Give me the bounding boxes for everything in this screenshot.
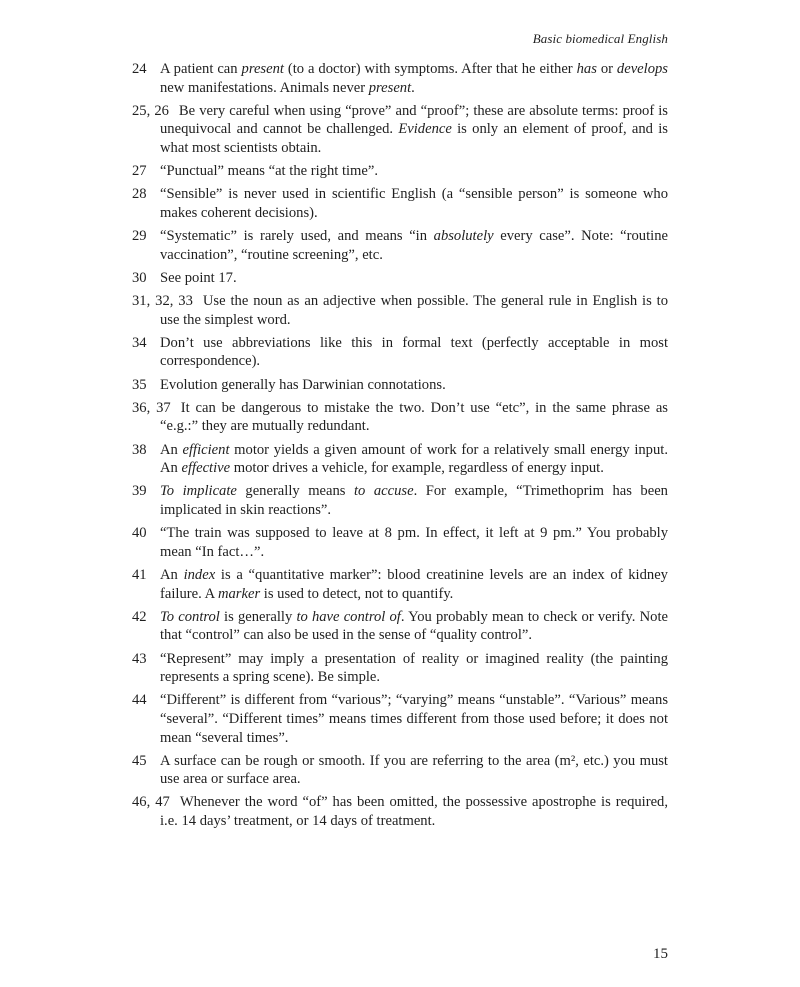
note-entry <box>132 650 668 687</box>
text-run: Use the noun as an adjective when possible. The general rule in English is to use the simplest word. <box>160 293 668 328</box>
note-number: 34 <box>132 334 147 351</box>
text-run: . For example, “Trimethoprim has been implicated in skin reactions”. <box>160 483 668 518</box>
text-run: It can be dangerous to mistake the two. Don’t use “etc”, in the same phrase as “e.g.:” they are mutually redundant. <box>160 399 668 435</box>
italic-term: To control <box>160 608 220 625</box>
note-text <box>160 163 378 179</box>
italic-term: index <box>183 566 216 583</box>
italic-term: present <box>241 61 284 77</box>
note-text <box>160 377 446 393</box>
note-entry <box>132 608 668 645</box>
note-text <box>160 692 668 745</box>
text-run: or <box>596 61 617 77</box>
text-run: motor yields a given amount of work for a relatively small energy input. An <box>160 441 668 477</box>
note-number: 39 <box>132 483 147 500</box>
note-entry <box>132 793 668 830</box>
text-run: is used to detect, not to quantify. <box>260 585 454 602</box>
text-run: (to a doctor) with symptoms. After that he either <box>283 61 577 77</box>
text-run: Evolution generally has Darwinian connotations. <box>160 376 446 393</box>
note-entry <box>132 524 668 561</box>
note-text <box>160 186 668 221</box>
text-run: generally means <box>236 483 354 500</box>
note-text <box>160 794 668 829</box>
text-run: new manifestations. Animals never <box>160 79 369 96</box>
text-run: See point 17. <box>160 269 237 286</box>
note-entry <box>132 482 668 519</box>
note-number: 30 <box>132 269 147 286</box>
text-run: every case”. Note: “routine vaccination”, “routine screening”, etc. <box>160 228 668 263</box>
text-run: An <box>160 566 184 583</box>
note-entry <box>132 376 668 395</box>
note-number: 24 <box>132 61 147 77</box>
note-text <box>160 400 668 435</box>
italic-term: has <box>576 61 597 77</box>
text-run: is a “quantitative marker”: blood creatinine levels are an index of kidney failure. A <box>160 566 668 602</box>
text-run: An <box>160 441 183 458</box>
italic-term: absolutely <box>433 228 494 245</box>
note-number: 43 <box>132 650 147 667</box>
note-number: 27 <box>132 163 147 180</box>
italic-term: to accuse <box>354 483 414 500</box>
italic-term: efficient <box>182 441 230 458</box>
note-entry <box>132 227 668 264</box>
note-entry <box>132 60 668 97</box>
note-text <box>160 651 668 686</box>
note-entry <box>132 691 668 747</box>
note-entry <box>132 399 668 436</box>
note-entry <box>132 441 668 478</box>
note-entry <box>132 752 668 789</box>
note-text <box>160 228 668 263</box>
note-text <box>160 335 668 370</box>
note-text <box>160 609 668 644</box>
text-run: . <box>411 79 415 96</box>
italic-term: develops <box>616 61 668 77</box>
text-run: Be very careful when using “prove” and “proof”; these are absolute terms: proof is unequivocal and cannot be challenged. <box>160 102 668 138</box>
note-text <box>160 525 668 560</box>
italic-term: to have control of <box>296 608 401 625</box>
italic-term: Evidence <box>398 121 452 138</box>
note-text <box>160 567 668 602</box>
text-run: “Represent” may imply a presentation of reality or imagined reality (the painting represents a spring scene). Be simple. <box>160 650 668 686</box>
note-text <box>160 442 668 477</box>
text-run: “Punctual” means “at the right time”. <box>160 163 379 180</box>
note-text <box>160 753 668 788</box>
note-number: 29 <box>132 228 147 245</box>
note-number: 28 <box>132 186 147 203</box>
text-run: Don’t use abbreviations like this in formal text (perfectly acceptable in most correspondence). <box>160 334 668 370</box>
note-number: 36, 37 <box>132 399 171 416</box>
text-run: A patient can <box>160 61 242 77</box>
running-header: Basic biomedical English <box>532 31 668 46</box>
text-run: “The train was supposed to leave at 8 pm. In effect, it left at 9 pm.” You probably mean “In fact…”. <box>160 525 668 560</box>
italic-term: effective <box>181 460 231 477</box>
text-run: “Different” is different from “various”; “varying” means “unstable”. “Various” means “several”. “Different times” means times different from those used before; it does not mean “several times”. <box>160 692 668 746</box>
note-number: 31, 32, 33 <box>132 293 193 310</box>
note-text <box>160 61 668 96</box>
text-run: motor drives a vehicle, for example, regardless of energy input. <box>230 460 604 477</box>
text-run: is generally <box>219 608 297 625</box>
note-number: 45 <box>132 752 147 769</box>
note-number: 38 <box>132 441 147 458</box>
note-text <box>160 293 668 328</box>
page-number: 15 <box>653 946 668 962</box>
italic-term: marker <box>217 585 261 602</box>
note-entry <box>132 162 668 181</box>
note-number: 35 <box>132 376 147 393</box>
note-number: 44 <box>132 692 147 709</box>
note-entry <box>132 269 668 288</box>
text-run: “Systematic” is rarely used, and means “in <box>160 228 434 245</box>
note-number: 42 <box>132 608 147 625</box>
note-text <box>160 483 668 518</box>
italic-term: present <box>368 79 412 96</box>
text-run: is only an element of proof, and is what most scientists obtain. <box>160 121 668 156</box>
note-text <box>160 103 668 156</box>
text-run: A surface can be rough or smooth. If you are referring to the area (m², etc.) you must use area or surface area. <box>160 752 668 788</box>
text-run: . You probably mean to check or verify. Note that “control” can also be used in the sense of “quality control”. <box>160 608 668 644</box>
note-number: 46, 47 <box>132 794 170 811</box>
note-entry <box>132 334 668 371</box>
usage-notes-list <box>132 60 668 835</box>
text-run: Whenever the word “of” has been omitted, the possessive apostrophe is required, i.e. 14 days’ treatment, or 14 days of treatment. <box>160 794 669 830</box>
note-entry <box>132 185 668 222</box>
note-entry <box>132 566 668 603</box>
note-text <box>160 270 237 286</box>
italic-term: To implicate <box>160 483 237 500</box>
text-run: “Sensible” is never used in scientific English (a “sensible person” is someone who makes coherent decisions). <box>160 186 668 221</box>
note-number: 25, 26 <box>132 102 169 119</box>
note-number: 40 <box>132 525 147 542</box>
note-number: 41 <box>132 566 147 583</box>
note-entry <box>132 102 668 158</box>
note-entry <box>132 292 668 329</box>
